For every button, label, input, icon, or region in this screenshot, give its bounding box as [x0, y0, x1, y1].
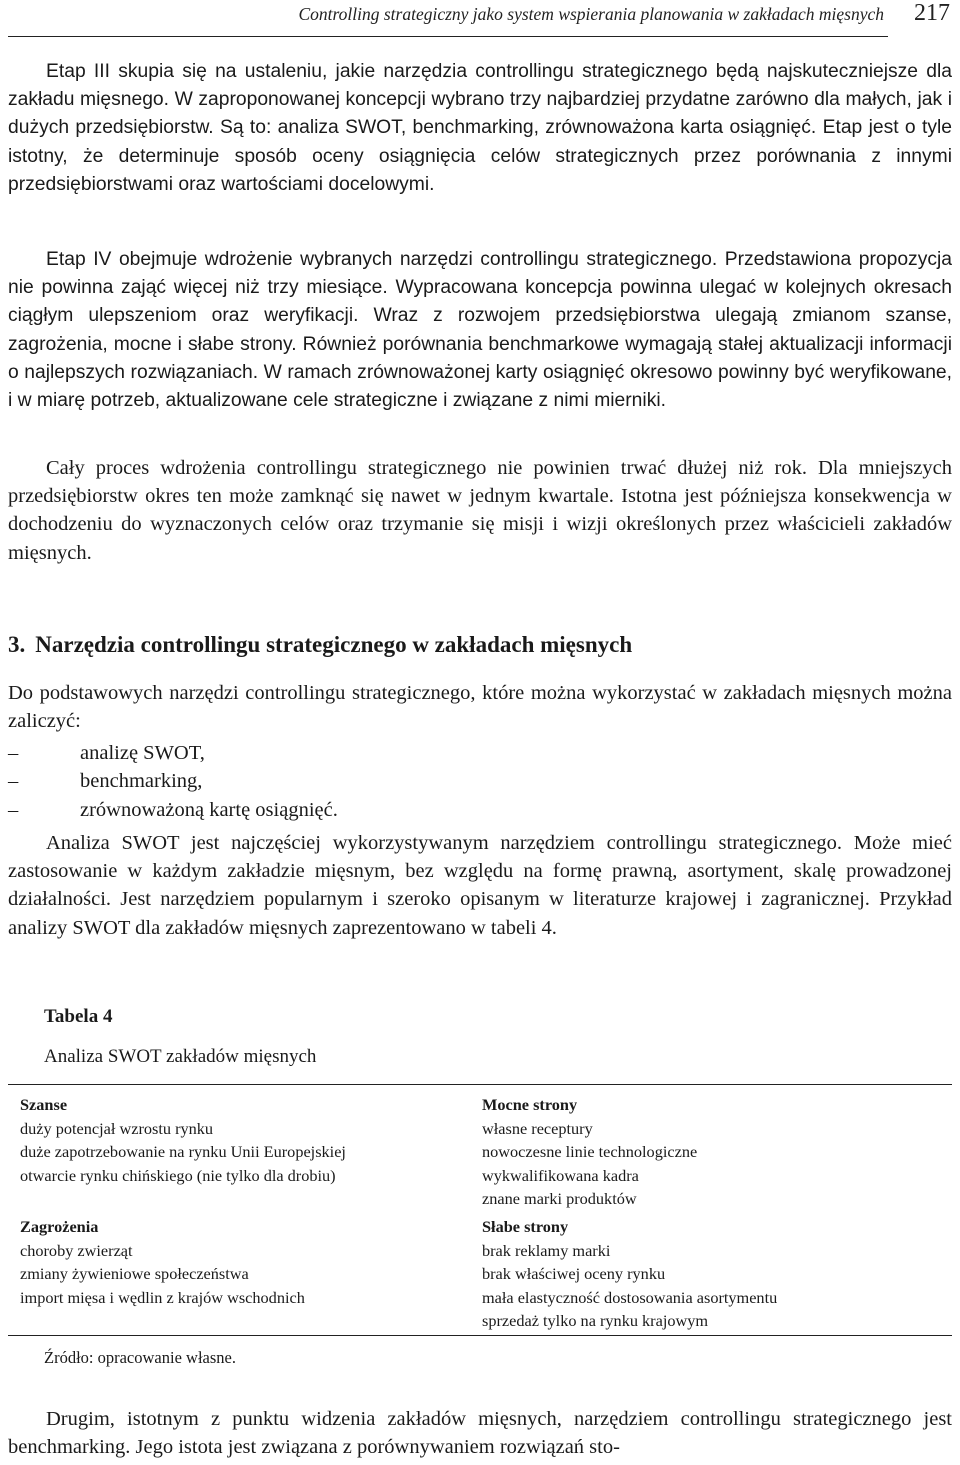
- cell-heading: Szanse: [20, 1095, 68, 1114]
- cell-item: wykwalifikowana kadra: [482, 1165, 639, 1185]
- cell-heading: Mocne strony: [482, 1095, 578, 1114]
- running-header: [8, 0, 888, 37]
- cell-heading: Słabe strony: [482, 1217, 569, 1236]
- swot-weaknesses: [482, 1215, 777, 1333]
- cell-item: nowoczesne linie technologiczne: [482, 1142, 698, 1162]
- cell-item: sprzedaż tylko na rynku krajowym: [482, 1311, 709, 1331]
- paragraph-process: Cały proces wdrożenia controllingu strategicznego nie powinien trwać dłużej niż rok. Dla mniejszych przedsiębiorstw okres ten może zamknąć się nawet w jednym kwartale. Istotna jest późniejsza konsekwencja w dochodzeniu do wyznaczonych celów oraz trzymanie się misji i wizji określonych przez właścicieli zakładów mięsnych.: [8, 457, 952, 564]
- swot-threats: [20, 1215, 305, 1309]
- tools-list: [8, 739, 338, 824]
- cell-item: choroby zwierząt: [20, 1240, 133, 1260]
- cell-item: znane marki produktów: [482, 1189, 637, 1209]
- cell-item: import mięsa i wędlin z krajów wschodnich: [20, 1287, 305, 1307]
- dash-marker: –: [8, 798, 19, 821]
- cell-item: brak właściwej oceny rynku: [482, 1264, 666, 1284]
- cell-heading: Zagrożenia: [20, 1217, 99, 1236]
- paragraph-stage-iii: Etap III skupia się na ustaleniu, jakie narzędzia controllingu strategicznego będą najskuteczniejsze dla zakładu mięsnego. W zaproponowanej koncepcji wybrano trzy najbardziej przydatne zarówno dla małych, jak i dużych przedsiębiorstw. Są to: analiza SWOT, benchmarking, zrównoważona karta osiągnięć. Etap jest o tyle istotny, że determinuje sposób oceny osiągnięcia celów strategicznych przez porównania z innymi przedsiębiorstwami oraz wartościami docelowymi.: [8, 61, 952, 195]
- paragraph-stage-iv: Etap IV obejmuje wdrożenie wybranych narzędzi controllingu strategicznego. Przedstawiona propozycja nie powinna zająć więcej niż trzy miesiące. Wypracowana koncepcja powinna ulegać w kolejnych okresach ciągłym ulepszeniom oraz weryfikacji. Wraz z rozwojem przedsiębiorstwa ulegają zmianom szanse, zagrożenia, mocne i słabe strony. Również porównania benchmarkowe wymagają stałej aktualizacji informacji o najlepszych rozwiązaniach. W ramach zrównoważonej karty osiągnięć okresowo powinny być weryfikowane, i w miarę potrzeb, aktualizowane cele strategiczne i związane z nimi mierniki.: [8, 249, 952, 412]
- paragraph-benchmarking: Drugim, istotnym z punktu widzenia zakładów mięsnych, narzędziem controllingu strategicznego jest benchmarking. Jego istota jest związana z porównywaniem rozwiązań sto-: [8, 1408, 952, 1459]
- cell-item: własne receptury: [482, 1118, 593, 1138]
- cell-item: zmiany żywieniowe społeczeństwa: [20, 1264, 249, 1284]
- list-item: – zrównoważoną kartę osiągnięć.: [8, 796, 338, 824]
- paragraph-swot: Analiza SWOT jest najczęściej wykorzystywanym narzędziem controllingu strategicznego. Może mieć zastosowanie w każdym zakładzie mięsnym, bez względu na formę prawną, asortyment, skalę prowadzonej działalności. Jest narzędziem popularnym i szeroko opisanym w literaturze krajowej i zagranicznej. Przykład analizy SWOT dla zakładów mięsnych zaprezentowano w tabeli 4.: [8, 832, 952, 939]
- section-heading: [8, 632, 632, 658]
- dash-marker: –: [8, 770, 19, 793]
- list-item: – analizę SWOT,: [8, 739, 338, 767]
- paragraph-intro: Do podstawowych narzędzi controllingu strategicznego, które można wykorzystać w zakładach mięsnych można zaliczyć:: [8, 682, 952, 733]
- cell-item: duże zapotrzebowanie na rynku Unii Europejskiej: [20, 1142, 346, 1162]
- page-number: 217: [914, 0, 950, 26]
- cell-item: duży potencjał wzrostu rynku: [20, 1118, 214, 1138]
- table-label: Tabela 4: [44, 1006, 113, 1027]
- swot-table: [8, 1084, 952, 1336]
- section-title: Narzędzia controllingu strategicznego w zakładach mięsnych: [35, 632, 633, 657]
- list-item: – benchmarking,: [8, 767, 338, 795]
- swot-strengths: [482, 1093, 697, 1211]
- dash-marker: –: [8, 742, 19, 764]
- table-caption: Analiza SWOT zakładów mięsnych: [44, 1046, 317, 1067]
- cell-item: mała elastyczność dostosowania asortymentu: [482, 1287, 778, 1307]
- swot-opportunities: [20, 1093, 346, 1187]
- section-number: 3.: [8, 632, 26, 657]
- cell-item: brak reklamy marki: [482, 1240, 611, 1260]
- table-source: Źródło: opracowanie własne.: [44, 1348, 236, 1367]
- running-title: Controlling strategiczny jako system wspierania planowania w zakładach mięsnych: [298, 4, 884, 24]
- cell-item: otwarcie rynku chińskiego (nie tylko dla drobiu): [20, 1165, 336, 1185]
